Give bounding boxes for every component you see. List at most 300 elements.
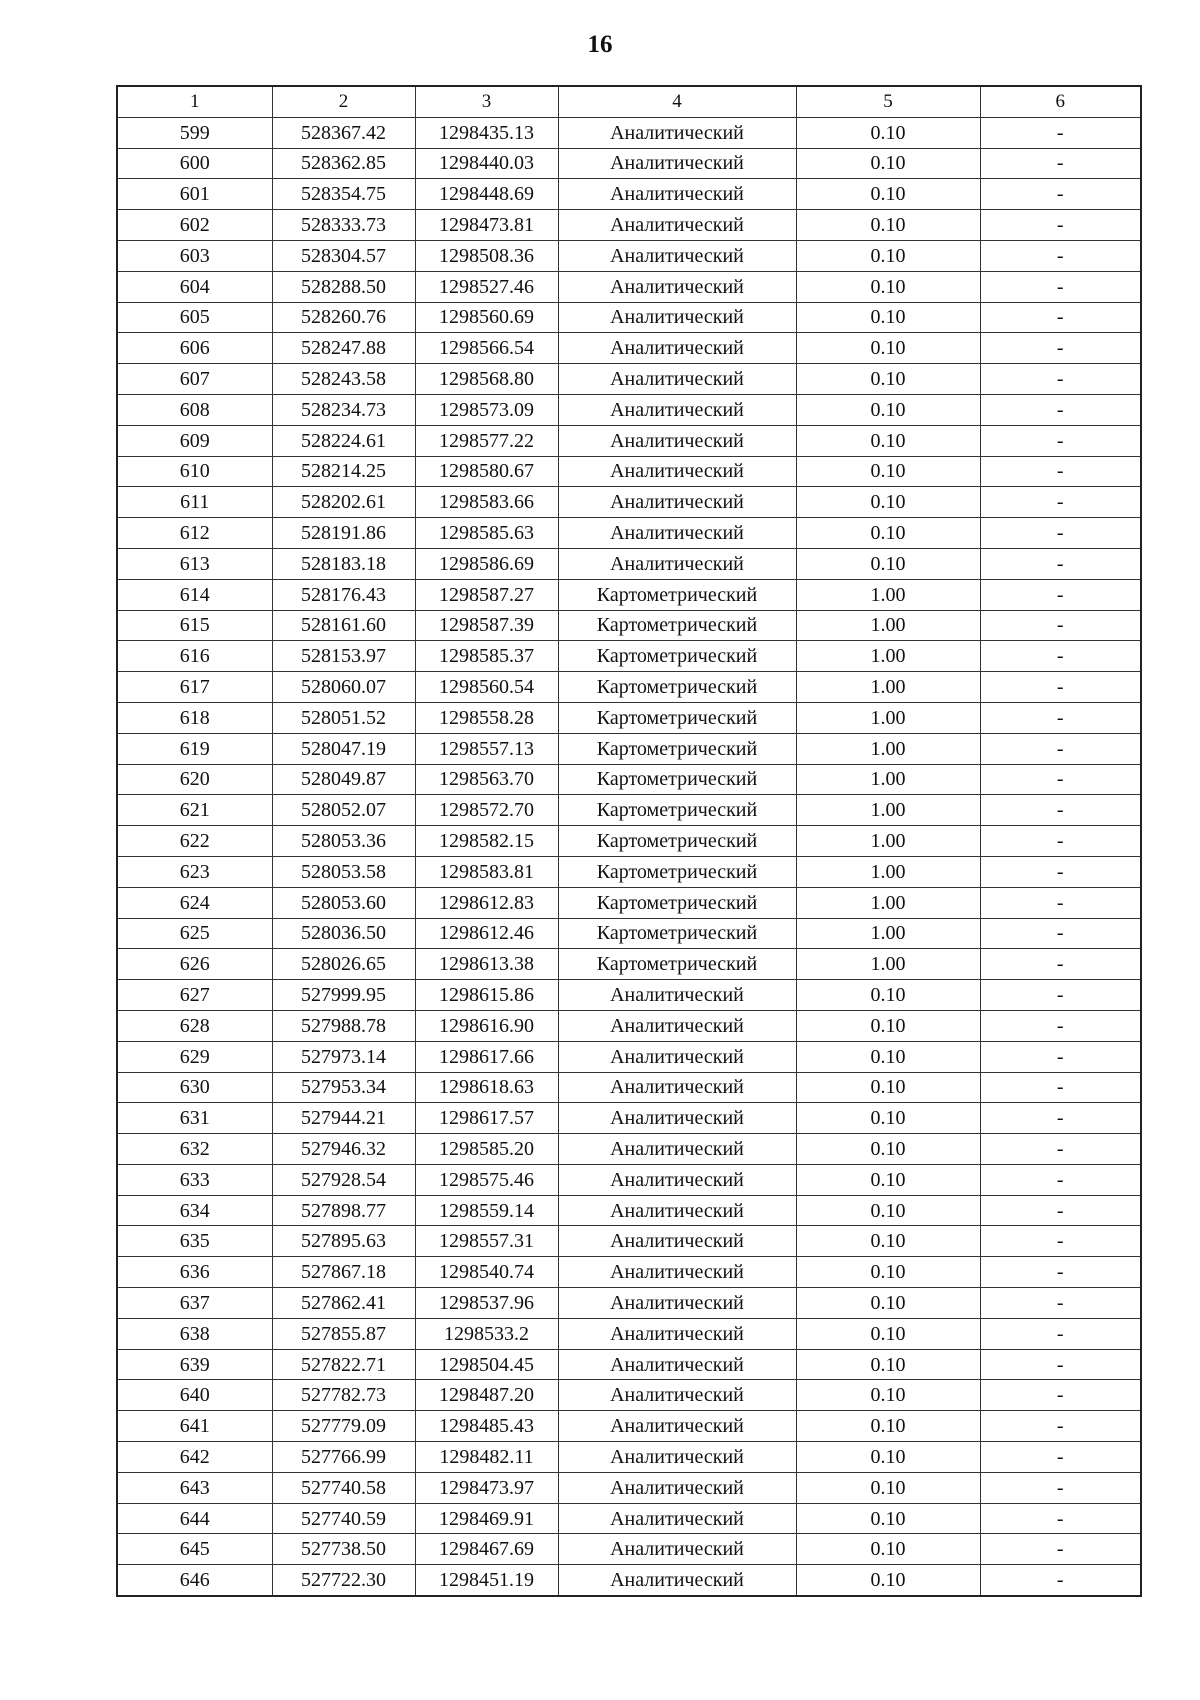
accuracy-cell: 0.10 (796, 1010, 980, 1041)
x-coordinate-cell: 527862.41 (272, 1288, 415, 1319)
x-coordinate-cell: 528161.60 (272, 610, 415, 641)
point-number-cell: 631 (117, 1103, 272, 1134)
y-coordinate-cell: 1298618.63 (415, 1072, 558, 1103)
note-cell: - (980, 1010, 1141, 1041)
note-cell: - (980, 1195, 1141, 1226)
method-cell: Картометрический (558, 887, 796, 918)
y-coordinate-cell: 1298568.80 (415, 364, 558, 395)
accuracy-cell: 0.10 (796, 148, 980, 179)
note-cell: - (980, 1041, 1141, 1072)
method-cell: Аналитический (558, 1318, 796, 1349)
table-row (117, 1010, 1141, 1041)
y-coordinate-cell: 1298582.15 (415, 826, 558, 857)
table-row (117, 1318, 1141, 1349)
table-row (117, 856, 1141, 887)
method-cell: Картометрический (558, 733, 796, 764)
point-number-cell: 602 (117, 210, 272, 241)
method-cell: Картометрический (558, 826, 796, 857)
table-header (117, 86, 1141, 117)
accuracy-cell: 0.10 (796, 425, 980, 456)
table-row (117, 764, 1141, 795)
method-cell: Аналитический (558, 980, 796, 1011)
point-number-cell: 621 (117, 795, 272, 826)
x-coordinate-cell: 527988.78 (272, 1010, 415, 1041)
y-coordinate-cell: 1298586.69 (415, 548, 558, 579)
y-coordinate-cell: 1298448.69 (415, 179, 558, 210)
method-cell: Аналитический (558, 148, 796, 179)
y-coordinate-cell: 1298585.63 (415, 518, 558, 549)
table-row (117, 394, 1141, 425)
accuracy-cell: 1.00 (796, 918, 980, 949)
x-coordinate-cell: 528224.61 (272, 425, 415, 456)
y-coordinate-cell: 1298617.57 (415, 1103, 558, 1134)
x-coordinate-cell: 528153.97 (272, 641, 415, 672)
note-cell: - (980, 271, 1141, 302)
note-cell: - (980, 179, 1141, 210)
y-coordinate-cell: 1298487.20 (415, 1380, 558, 1411)
method-cell: Картометрический (558, 702, 796, 733)
method-cell: Аналитический (558, 394, 796, 425)
method-cell: Аналитический (558, 1164, 796, 1195)
x-coordinate-cell: 528052.07 (272, 795, 415, 826)
y-coordinate-cell: 1298575.46 (415, 1164, 558, 1195)
x-coordinate-cell: 527766.99 (272, 1442, 415, 1473)
note-cell: - (980, 610, 1141, 641)
point-number-cell: 604 (117, 271, 272, 302)
note-cell: - (980, 456, 1141, 487)
y-coordinate-cell: 1298615.86 (415, 980, 558, 1011)
x-coordinate-cell: 528047.19 (272, 733, 415, 764)
x-coordinate-cell: 527855.87 (272, 1318, 415, 1349)
table-row (117, 548, 1141, 579)
table-row (117, 1226, 1141, 1257)
point-number-cell: 628 (117, 1010, 272, 1041)
accuracy-cell: 0.10 (796, 1195, 980, 1226)
column-header-1: 1 (117, 86, 272, 117)
table-row (117, 487, 1141, 518)
table-row (117, 1442, 1141, 1473)
x-coordinate-cell: 528362.85 (272, 148, 415, 179)
point-number-cell: 609 (117, 425, 272, 456)
y-coordinate-cell: 1298473.97 (415, 1472, 558, 1503)
accuracy-cell: 0.10 (796, 1288, 980, 1319)
table-row (117, 702, 1141, 733)
y-coordinate-cell: 1298612.83 (415, 887, 558, 918)
note-cell: - (980, 1349, 1141, 1380)
note-cell: - (980, 333, 1141, 364)
point-number-cell: 644 (117, 1503, 272, 1534)
y-coordinate-cell: 1298533.2 (415, 1318, 558, 1349)
y-coordinate-cell: 1298467.69 (415, 1534, 558, 1565)
point-number-cell: 616 (117, 641, 272, 672)
note-cell: - (980, 425, 1141, 456)
table-row (117, 887, 1141, 918)
table-row (117, 795, 1141, 826)
point-number-cell: 605 (117, 302, 272, 333)
method-cell: Аналитический (558, 1257, 796, 1288)
table-row (117, 302, 1141, 333)
x-coordinate-cell: 527999.95 (272, 980, 415, 1011)
note-cell: - (980, 148, 1141, 179)
y-coordinate-cell: 1298482.11 (415, 1442, 558, 1473)
table-row (117, 210, 1141, 241)
method-cell: Аналитический (558, 518, 796, 549)
table-row (117, 1134, 1141, 1165)
method-cell: Аналитический (558, 302, 796, 333)
y-coordinate-cell: 1298435.13 (415, 117, 558, 148)
point-number-cell: 622 (117, 826, 272, 857)
note-cell: - (980, 826, 1141, 857)
table-body (117, 117, 1141, 1596)
x-coordinate-cell: 528036.50 (272, 918, 415, 949)
point-number-cell: 608 (117, 394, 272, 425)
x-coordinate-cell: 527722.30 (272, 1565, 415, 1596)
method-cell: Аналитический (558, 179, 796, 210)
method-cell: Аналитический (558, 1103, 796, 1134)
table-row (117, 1565, 1141, 1596)
y-coordinate-cell: 1298451.19 (415, 1565, 558, 1596)
accuracy-cell: 0.10 (796, 271, 980, 302)
accuracy-cell: 0.10 (796, 302, 980, 333)
x-coordinate-cell: 528243.58 (272, 364, 415, 395)
y-coordinate-cell: 1298580.67 (415, 456, 558, 487)
method-cell: Аналитический (558, 333, 796, 364)
y-coordinate-cell: 1298527.46 (415, 271, 558, 302)
note-cell: - (980, 579, 1141, 610)
accuracy-cell: 0.10 (796, 1442, 980, 1473)
x-coordinate-cell: 528304.57 (272, 240, 415, 271)
point-number-cell: 634 (117, 1195, 272, 1226)
table-row (117, 1380, 1141, 1411)
method-cell: Аналитический (558, 487, 796, 518)
point-number-cell: 646 (117, 1565, 272, 1596)
accuracy-cell: 0.10 (796, 456, 980, 487)
accuracy-cell: 0.10 (796, 333, 980, 364)
method-cell: Аналитический (558, 364, 796, 395)
method-cell: Аналитический (558, 425, 796, 456)
accuracy-cell: 0.10 (796, 980, 980, 1011)
point-number-cell: 633 (117, 1164, 272, 1195)
x-coordinate-cell: 528214.25 (272, 456, 415, 487)
table-row (117, 1534, 1141, 1565)
method-cell: Аналитический (558, 1226, 796, 1257)
point-number-cell: 624 (117, 887, 272, 918)
point-number-cell: 612 (117, 518, 272, 549)
note-cell: - (980, 1072, 1141, 1103)
note-cell: - (980, 949, 1141, 980)
method-cell: Картометрический (558, 856, 796, 887)
y-coordinate-cell: 1298540.74 (415, 1257, 558, 1288)
note-cell: - (980, 1411, 1141, 1442)
point-number-cell: 643 (117, 1472, 272, 1503)
method-cell: Картометрический (558, 641, 796, 672)
point-number-cell: 642 (117, 1442, 272, 1473)
accuracy-cell: 0.10 (796, 364, 980, 395)
table-row (117, 518, 1141, 549)
y-coordinate-cell: 1298560.54 (415, 672, 558, 703)
table-row (117, 733, 1141, 764)
point-number-cell: 618 (117, 702, 272, 733)
method-cell: Аналитический (558, 1565, 796, 1596)
x-coordinate-cell: 527782.73 (272, 1380, 415, 1411)
x-coordinate-cell: 527779.09 (272, 1411, 415, 1442)
note-cell: - (980, 394, 1141, 425)
table-row (117, 179, 1141, 210)
point-number-cell: 613 (117, 548, 272, 579)
x-coordinate-cell: 528202.61 (272, 487, 415, 518)
x-coordinate-cell: 527740.59 (272, 1503, 415, 1534)
accuracy-cell: 1.00 (796, 856, 980, 887)
point-number-cell: 614 (117, 579, 272, 610)
note-cell: - (980, 1318, 1141, 1349)
x-coordinate-cell: 528053.58 (272, 856, 415, 887)
point-number-cell: 639 (117, 1349, 272, 1380)
x-coordinate-cell: 527944.21 (272, 1103, 415, 1134)
point-number-cell: 638 (117, 1318, 272, 1349)
method-cell: Картометрический (558, 795, 796, 826)
table-row (117, 456, 1141, 487)
y-coordinate-cell: 1298537.96 (415, 1288, 558, 1319)
y-coordinate-cell: 1298612.46 (415, 918, 558, 949)
table-row (117, 1072, 1141, 1103)
point-number-cell: 637 (117, 1288, 272, 1319)
x-coordinate-cell: 527738.50 (272, 1534, 415, 1565)
x-coordinate-cell: 528288.50 (272, 271, 415, 302)
x-coordinate-cell: 527895.63 (272, 1226, 415, 1257)
x-coordinate-cell: 528367.42 (272, 117, 415, 148)
table-row (117, 641, 1141, 672)
point-number-cell: 601 (117, 179, 272, 210)
y-coordinate-cell: 1298560.69 (415, 302, 558, 333)
accuracy-cell: 1.00 (796, 795, 980, 826)
table-row (117, 980, 1141, 1011)
note-cell: - (980, 887, 1141, 918)
point-number-cell: 629 (117, 1041, 272, 1072)
accuracy-cell: 0.10 (796, 394, 980, 425)
point-number-cell: 615 (117, 610, 272, 641)
y-coordinate-cell: 1298577.22 (415, 425, 558, 456)
column-header-5: 5 (796, 86, 980, 117)
method-cell: Аналитический (558, 1349, 796, 1380)
accuracy-cell: 0.10 (796, 1349, 980, 1380)
accuracy-cell: 1.00 (796, 641, 980, 672)
accuracy-cell: 0.10 (796, 1472, 980, 1503)
accuracy-cell: 1.00 (796, 826, 980, 857)
method-cell: Аналитический (558, 1503, 796, 1534)
y-coordinate-cell: 1298617.66 (415, 1041, 558, 1072)
point-number-cell: 617 (117, 672, 272, 703)
note-cell: - (980, 1472, 1141, 1503)
table-row (117, 271, 1141, 302)
method-cell: Картометрический (558, 672, 796, 703)
note-cell: - (980, 795, 1141, 826)
note-cell: - (980, 1565, 1141, 1596)
table-row (117, 1503, 1141, 1534)
x-coordinate-cell: 528333.73 (272, 210, 415, 241)
method-cell: Картометрический (558, 918, 796, 949)
method-cell: Аналитический (558, 1472, 796, 1503)
point-number-cell: 600 (117, 148, 272, 179)
column-header-6: 6 (980, 86, 1141, 117)
accuracy-cell: 0.10 (796, 117, 980, 148)
note-cell: - (980, 364, 1141, 395)
accuracy-cell: 0.10 (796, 210, 980, 241)
y-coordinate-cell: 1298572.70 (415, 795, 558, 826)
note-cell: - (980, 548, 1141, 579)
y-coordinate-cell: 1298583.66 (415, 487, 558, 518)
accuracy-cell: 1.00 (796, 887, 980, 918)
y-coordinate-cell: 1298563.70 (415, 764, 558, 795)
point-number-cell: 641 (117, 1411, 272, 1442)
x-coordinate-cell: 527740.58 (272, 1472, 415, 1503)
method-cell: Аналитический (558, 1534, 796, 1565)
note-cell: - (980, 733, 1141, 764)
accuracy-cell: 0.10 (796, 1072, 980, 1103)
y-coordinate-cell: 1298557.31 (415, 1226, 558, 1257)
note-cell: - (980, 302, 1141, 333)
method-cell: Картометрический (558, 949, 796, 980)
x-coordinate-cell: 528191.86 (272, 518, 415, 549)
y-coordinate-cell: 1298583.81 (415, 856, 558, 887)
note-cell: - (980, 856, 1141, 887)
accuracy-cell: 1.00 (796, 672, 980, 703)
table-row (117, 1041, 1141, 1072)
table-row (117, 918, 1141, 949)
x-coordinate-cell: 528049.87 (272, 764, 415, 795)
accuracy-cell: 1.00 (796, 702, 980, 733)
x-coordinate-cell: 528247.88 (272, 333, 415, 364)
note-cell: - (980, 117, 1141, 148)
accuracy-cell: 0.10 (796, 1226, 980, 1257)
method-cell: Картометрический (558, 579, 796, 610)
point-number-cell: 627 (117, 980, 272, 1011)
accuracy-cell: 0.10 (796, 240, 980, 271)
method-cell: Аналитический (558, 456, 796, 487)
method-cell: Аналитический (558, 1442, 796, 1473)
note-cell: - (980, 1534, 1141, 1565)
point-number-cell: 620 (117, 764, 272, 795)
table-row (117, 117, 1141, 148)
accuracy-cell: 1.00 (796, 610, 980, 641)
accuracy-cell: 0.10 (796, 1411, 980, 1442)
table-row (117, 949, 1141, 980)
x-coordinate-cell: 528026.65 (272, 949, 415, 980)
method-cell: Картометрический (558, 764, 796, 795)
accuracy-cell: 0.10 (796, 1318, 980, 1349)
x-coordinate-cell: 528234.73 (272, 394, 415, 425)
accuracy-cell: 0.10 (796, 548, 980, 579)
y-coordinate-cell: 1298559.14 (415, 1195, 558, 1226)
table-row (117, 1411, 1141, 1442)
note-cell: - (980, 702, 1141, 733)
point-number-cell: 623 (117, 856, 272, 887)
method-cell: Аналитический (558, 1411, 796, 1442)
column-header-4: 4 (558, 86, 796, 117)
point-number-cell: 611 (117, 487, 272, 518)
method-cell: Аналитический (558, 1195, 796, 1226)
y-coordinate-cell: 1298558.28 (415, 702, 558, 733)
table-row (117, 1257, 1141, 1288)
table-row (117, 610, 1141, 641)
x-coordinate-cell: 527973.14 (272, 1041, 415, 1072)
point-number-cell: 607 (117, 364, 272, 395)
note-cell: - (980, 1288, 1141, 1319)
column-header-3: 3 (415, 86, 558, 117)
y-coordinate-cell: 1298473.81 (415, 210, 558, 241)
table-row (117, 1349, 1141, 1380)
table-row (117, 1164, 1141, 1195)
accuracy-cell: 0.10 (796, 487, 980, 518)
point-number-cell: 630 (117, 1072, 272, 1103)
accuracy-cell: 0.10 (796, 179, 980, 210)
note-cell: - (980, 1442, 1141, 1473)
note-cell: - (980, 1257, 1141, 1288)
point-number-cell: 599 (117, 117, 272, 148)
point-number-cell: 640 (117, 1380, 272, 1411)
note-cell: - (980, 1134, 1141, 1165)
note-cell: - (980, 1164, 1141, 1195)
point-number-cell: 635 (117, 1226, 272, 1257)
x-coordinate-cell: 527898.77 (272, 1195, 415, 1226)
method-cell: Аналитический (558, 240, 796, 271)
point-number-cell: 625 (117, 918, 272, 949)
accuracy-cell: 0.10 (796, 1103, 980, 1134)
accuracy-cell: 0.10 (796, 1164, 980, 1195)
note-cell: - (980, 672, 1141, 703)
method-cell: Аналитический (558, 1010, 796, 1041)
method-cell: Аналитический (558, 117, 796, 148)
x-coordinate-cell: 528183.18 (272, 548, 415, 579)
y-coordinate-cell: 1298613.38 (415, 949, 558, 980)
accuracy-cell: 0.10 (796, 1134, 980, 1165)
x-coordinate-cell: 527928.54 (272, 1164, 415, 1195)
note-cell: - (980, 1380, 1141, 1411)
note-cell: - (980, 641, 1141, 672)
x-coordinate-cell: 528053.60 (272, 887, 415, 918)
accuracy-cell: 1.00 (796, 764, 980, 795)
table-row (117, 672, 1141, 703)
table-row (117, 425, 1141, 456)
accuracy-cell: 0.10 (796, 1534, 980, 1565)
table-row (117, 364, 1141, 395)
coordinates-table-container (116, 85, 1140, 1597)
note-cell: - (980, 764, 1141, 795)
method-cell: Аналитический (558, 1380, 796, 1411)
method-cell: Аналитический (558, 1288, 796, 1319)
page-number: 16 (587, 31, 613, 58)
point-number-cell: 606 (117, 333, 272, 364)
accuracy-cell: 0.10 (796, 1041, 980, 1072)
accuracy-cell: 1.00 (796, 579, 980, 610)
note-cell: - (980, 980, 1141, 1011)
note-cell: - (980, 518, 1141, 549)
accuracy-cell: 0.10 (796, 1503, 980, 1534)
y-coordinate-cell: 1298566.54 (415, 333, 558, 364)
y-coordinate-cell: 1298573.09 (415, 394, 558, 425)
y-coordinate-cell: 1298585.20 (415, 1134, 558, 1165)
accuracy-cell: 1.00 (796, 733, 980, 764)
accuracy-cell: 0.10 (796, 1565, 980, 1596)
table-row (117, 826, 1141, 857)
accuracy-cell: 0.10 (796, 1380, 980, 1411)
y-coordinate-cell: 1298557.13 (415, 733, 558, 764)
point-number-cell: 632 (117, 1134, 272, 1165)
table-row (117, 579, 1141, 610)
y-coordinate-cell: 1298508.36 (415, 240, 558, 271)
point-number-cell: 603 (117, 240, 272, 271)
y-coordinate-cell: 1298587.39 (415, 610, 558, 641)
method-cell: Аналитический (558, 548, 796, 579)
